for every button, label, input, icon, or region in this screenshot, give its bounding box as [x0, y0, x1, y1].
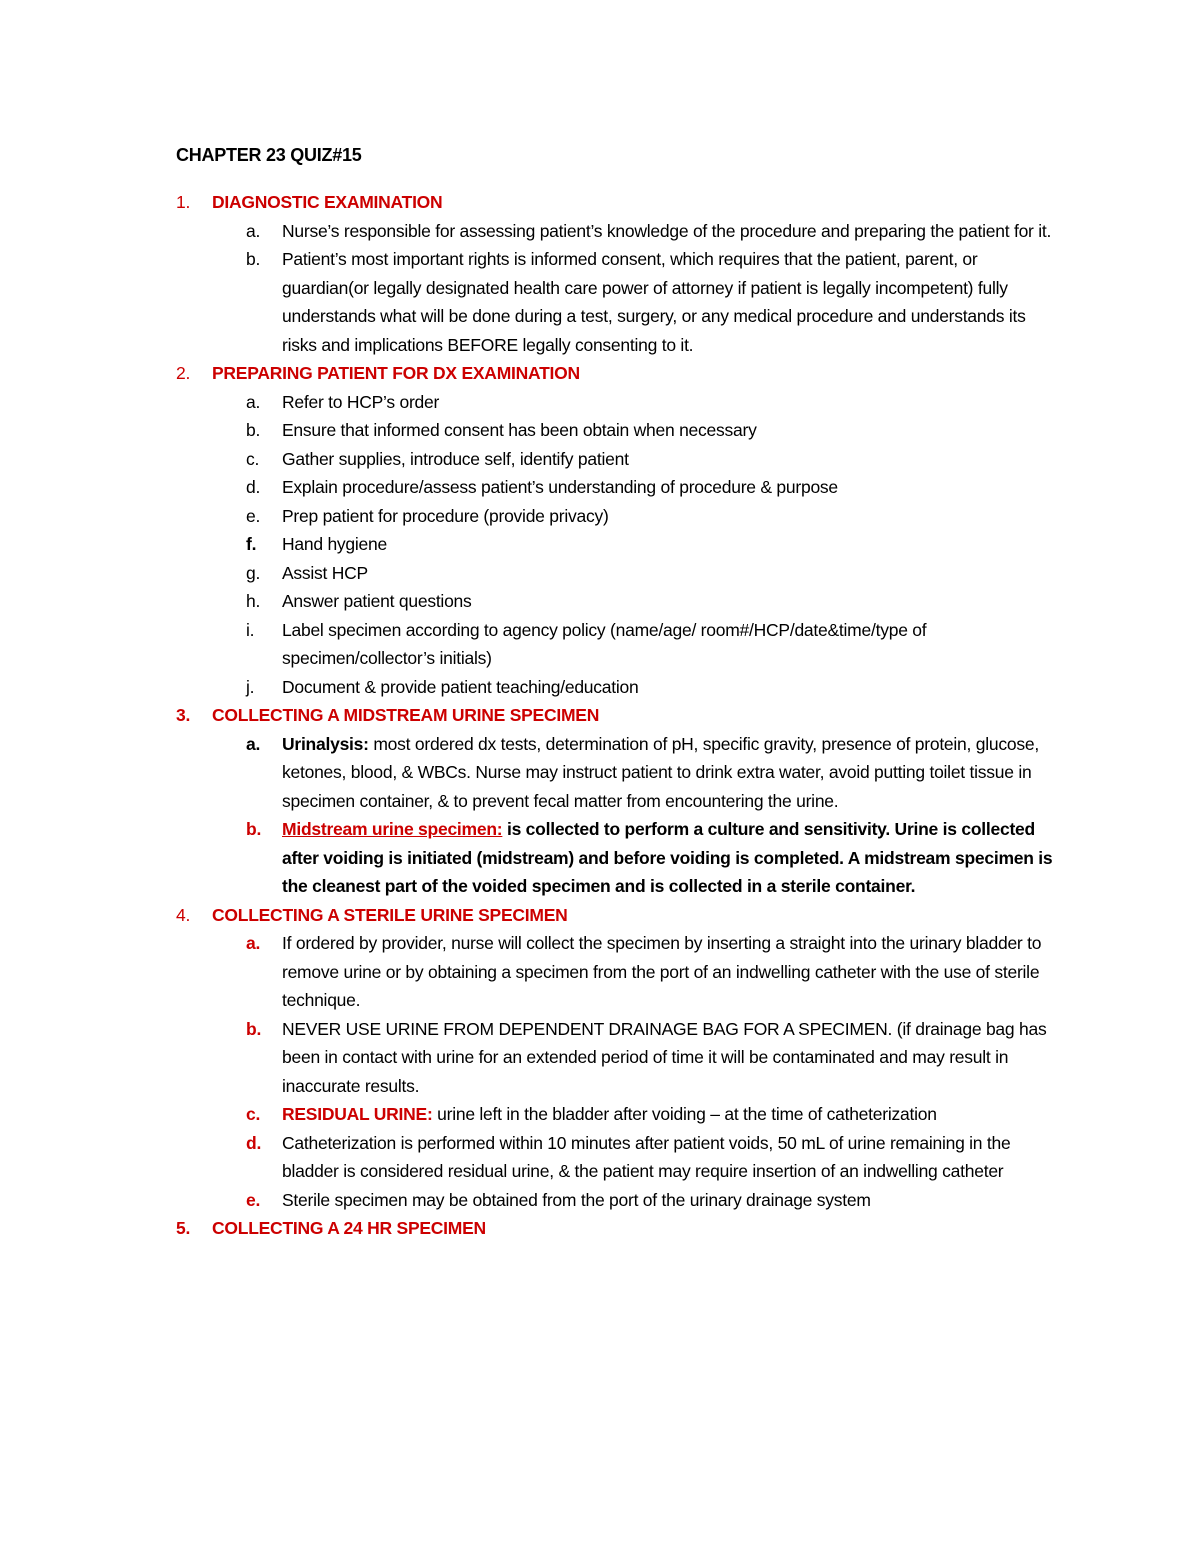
list-item [176, 815, 1056, 901]
item-lead-term: Urinalysis: [282, 733, 369, 754]
section-heading [176, 1214, 1056, 1243]
list-item [176, 245, 1056, 359]
item-list [176, 388, 1056, 702]
item-letter: j. [246, 676, 255, 697]
item-letter: d. [246, 477, 261, 497]
item-text: Nurse’s responsible for assessing patient’s knowledge of the procedure and preparing the patient for it. [282, 220, 1052, 241]
list-item [176, 530, 1056, 559]
section-title: PREPARING PATIENT FOR DX EXAMINATION [212, 363, 580, 383]
item-letter: e. [246, 505, 261, 526]
list-item [176, 730, 1056, 816]
item-letter: b. [246, 420, 261, 440]
section-number: 2. [176, 363, 191, 383]
list-item [176, 445, 1056, 474]
item-letter: h. [246, 591, 261, 611]
section-heading [176, 188, 1056, 217]
item-text: If ordered by provider, nurse will collect the specimen by inserting a straight into the urinary bladder to remove urine or by obtaining a specimen from the port of an indwelling catheter with the use of sterile technique. [282, 933, 1042, 1010]
list-item [176, 929, 1056, 1015]
item-text: Answer patient questions [282, 591, 472, 611]
item-letter: f. [246, 534, 257, 554]
item-letter: a. [246, 220, 261, 241]
item-text: most ordered dx tests, determination of pH, specific gravity, presence of protein, glucose, ketones, blood, & WBCs. Nurse may instruct patient to drink extra water, avoid putting toilet tissue in specimen container, & to prevent fecal matter from encountering the urine. [282, 733, 1039, 811]
section-preparing-patient [176, 359, 1056, 701]
list-item [176, 616, 1056, 673]
list-item [176, 388, 1056, 417]
item-text: Prep patient for procedure (provide privacy) [282, 505, 609, 526]
list-item [176, 473, 1056, 502]
item-letter: e. [246, 1189, 261, 1210]
list-item [176, 587, 1056, 616]
document-body [176, 140, 1056, 1243]
section-title: COLLECTING A STERILE URINE SPECIMEN [212, 904, 568, 925]
section-title: COLLECTING A MIDSTREAM URINE SPECIMEN [212, 705, 600, 725]
section-diagnostic-examination [176, 188, 1056, 359]
item-letter: a. [246, 733, 261, 754]
list-item [176, 416, 1056, 445]
section-sterile-urine [176, 901, 1056, 1215]
section-number: 5. [176, 1218, 191, 1238]
list-item [176, 673, 1056, 702]
item-text: NEVER USE URINE FROM DEPENDENT DRAINAGE BAG FOR A SPECIMEN. (if drainage bag has been in contact with urine for an extended period of time it will be contaminated and may result in inaccurate results. [282, 1018, 1047, 1096]
document-title: CHAPTER 23 QUIZ#15 [176, 145, 362, 165]
item-letter: c. [246, 1104, 261, 1124]
section-number: 4. [176, 904, 191, 925]
section-heading [176, 701, 1056, 730]
list-item [176, 1186, 1056, 1215]
item-text: urine left in the bladder after voiding – at the time of catheterization [432, 1104, 937, 1124]
list-item [176, 217, 1056, 246]
section-number: 3. [176, 705, 191, 725]
item-text: Explain procedure/assess patient’s understanding of procedure & purpose [282, 477, 838, 497]
section-title: DIAGNOSTIC EXAMINATION [212, 192, 443, 212]
item-text: Document & provide patient teaching/education [282, 676, 639, 697]
list-item [176, 1100, 1056, 1129]
item-lead-term: RESIDUAL URINE: [282, 1104, 433, 1124]
list-item [176, 559, 1056, 588]
item-letter: b. [246, 1018, 262, 1039]
item-letter: b. [246, 249, 261, 269]
item-letter: g. [246, 562, 261, 583]
item-letter: d. [246, 1132, 262, 1153]
item-text: Ensure that informed consent has been obtain when necessary [282, 420, 757, 440]
list-item [176, 502, 1056, 531]
item-lead-term: Midstream urine specimen: [282, 819, 503, 839]
item-text: Patient’s most important rights is informed consent, which requires that the patient, parent, or guardian(or legally designated health care power of attorney if patient is legally incompetent) fully understands what will be done during a test, surgery, or any medical procedure and understands its risks and implications BEFORE legally consenting to it. [282, 249, 1026, 355]
item-letter: i. [246, 619, 255, 640]
section-number: 1. [176, 192, 191, 212]
list-item [176, 1015, 1056, 1101]
section-heading [176, 359, 1056, 388]
item-letter: a. [246, 391, 261, 412]
item-text: Gather supplies, introduce self, identify patient [282, 448, 629, 469]
item-text: Catheterization is performed within 10 minutes after patient voids, 50 mL of urine remaining in the bladder is considered residual urine, & the patient may require insertion of an indwelling catheter [282, 1132, 1011, 1181]
item-letter: a. [246, 933, 261, 953]
section-24hr-specimen [176, 1214, 1056, 1243]
item-list [176, 730, 1056, 901]
section-title: COLLECTING A 24 HR SPECIMEN [212, 1218, 486, 1238]
item-text: Label specimen according to agency policy (name/age/ room#/HCP/date&time/type of specimen/collector’s initials) [282, 619, 927, 668]
item-text: is collected to perform a culture and sensitivity. Urine is collected after voiding is initiated (midstream) and before voiding is completed. A midstream specimen is the cleanest part of the voided specimen and is collected in a sterile container. [282, 819, 1053, 896]
section-midstream-urine [176, 701, 1056, 901]
item-letter: b. [246, 819, 262, 839]
item-letter: c. [246, 448, 260, 469]
list-item [176, 1129, 1056, 1186]
item-list [176, 929, 1056, 1214]
item-text: Assist HCP [282, 562, 368, 583]
item-text: Hand hygiene [282, 534, 387, 554]
item-text: Refer to HCP’s order [282, 391, 440, 412]
item-text: Sterile specimen may be obtained from the port of the urinary drainage system [282, 1189, 871, 1210]
section-heading [176, 901, 1056, 930]
item-list [176, 217, 1056, 360]
